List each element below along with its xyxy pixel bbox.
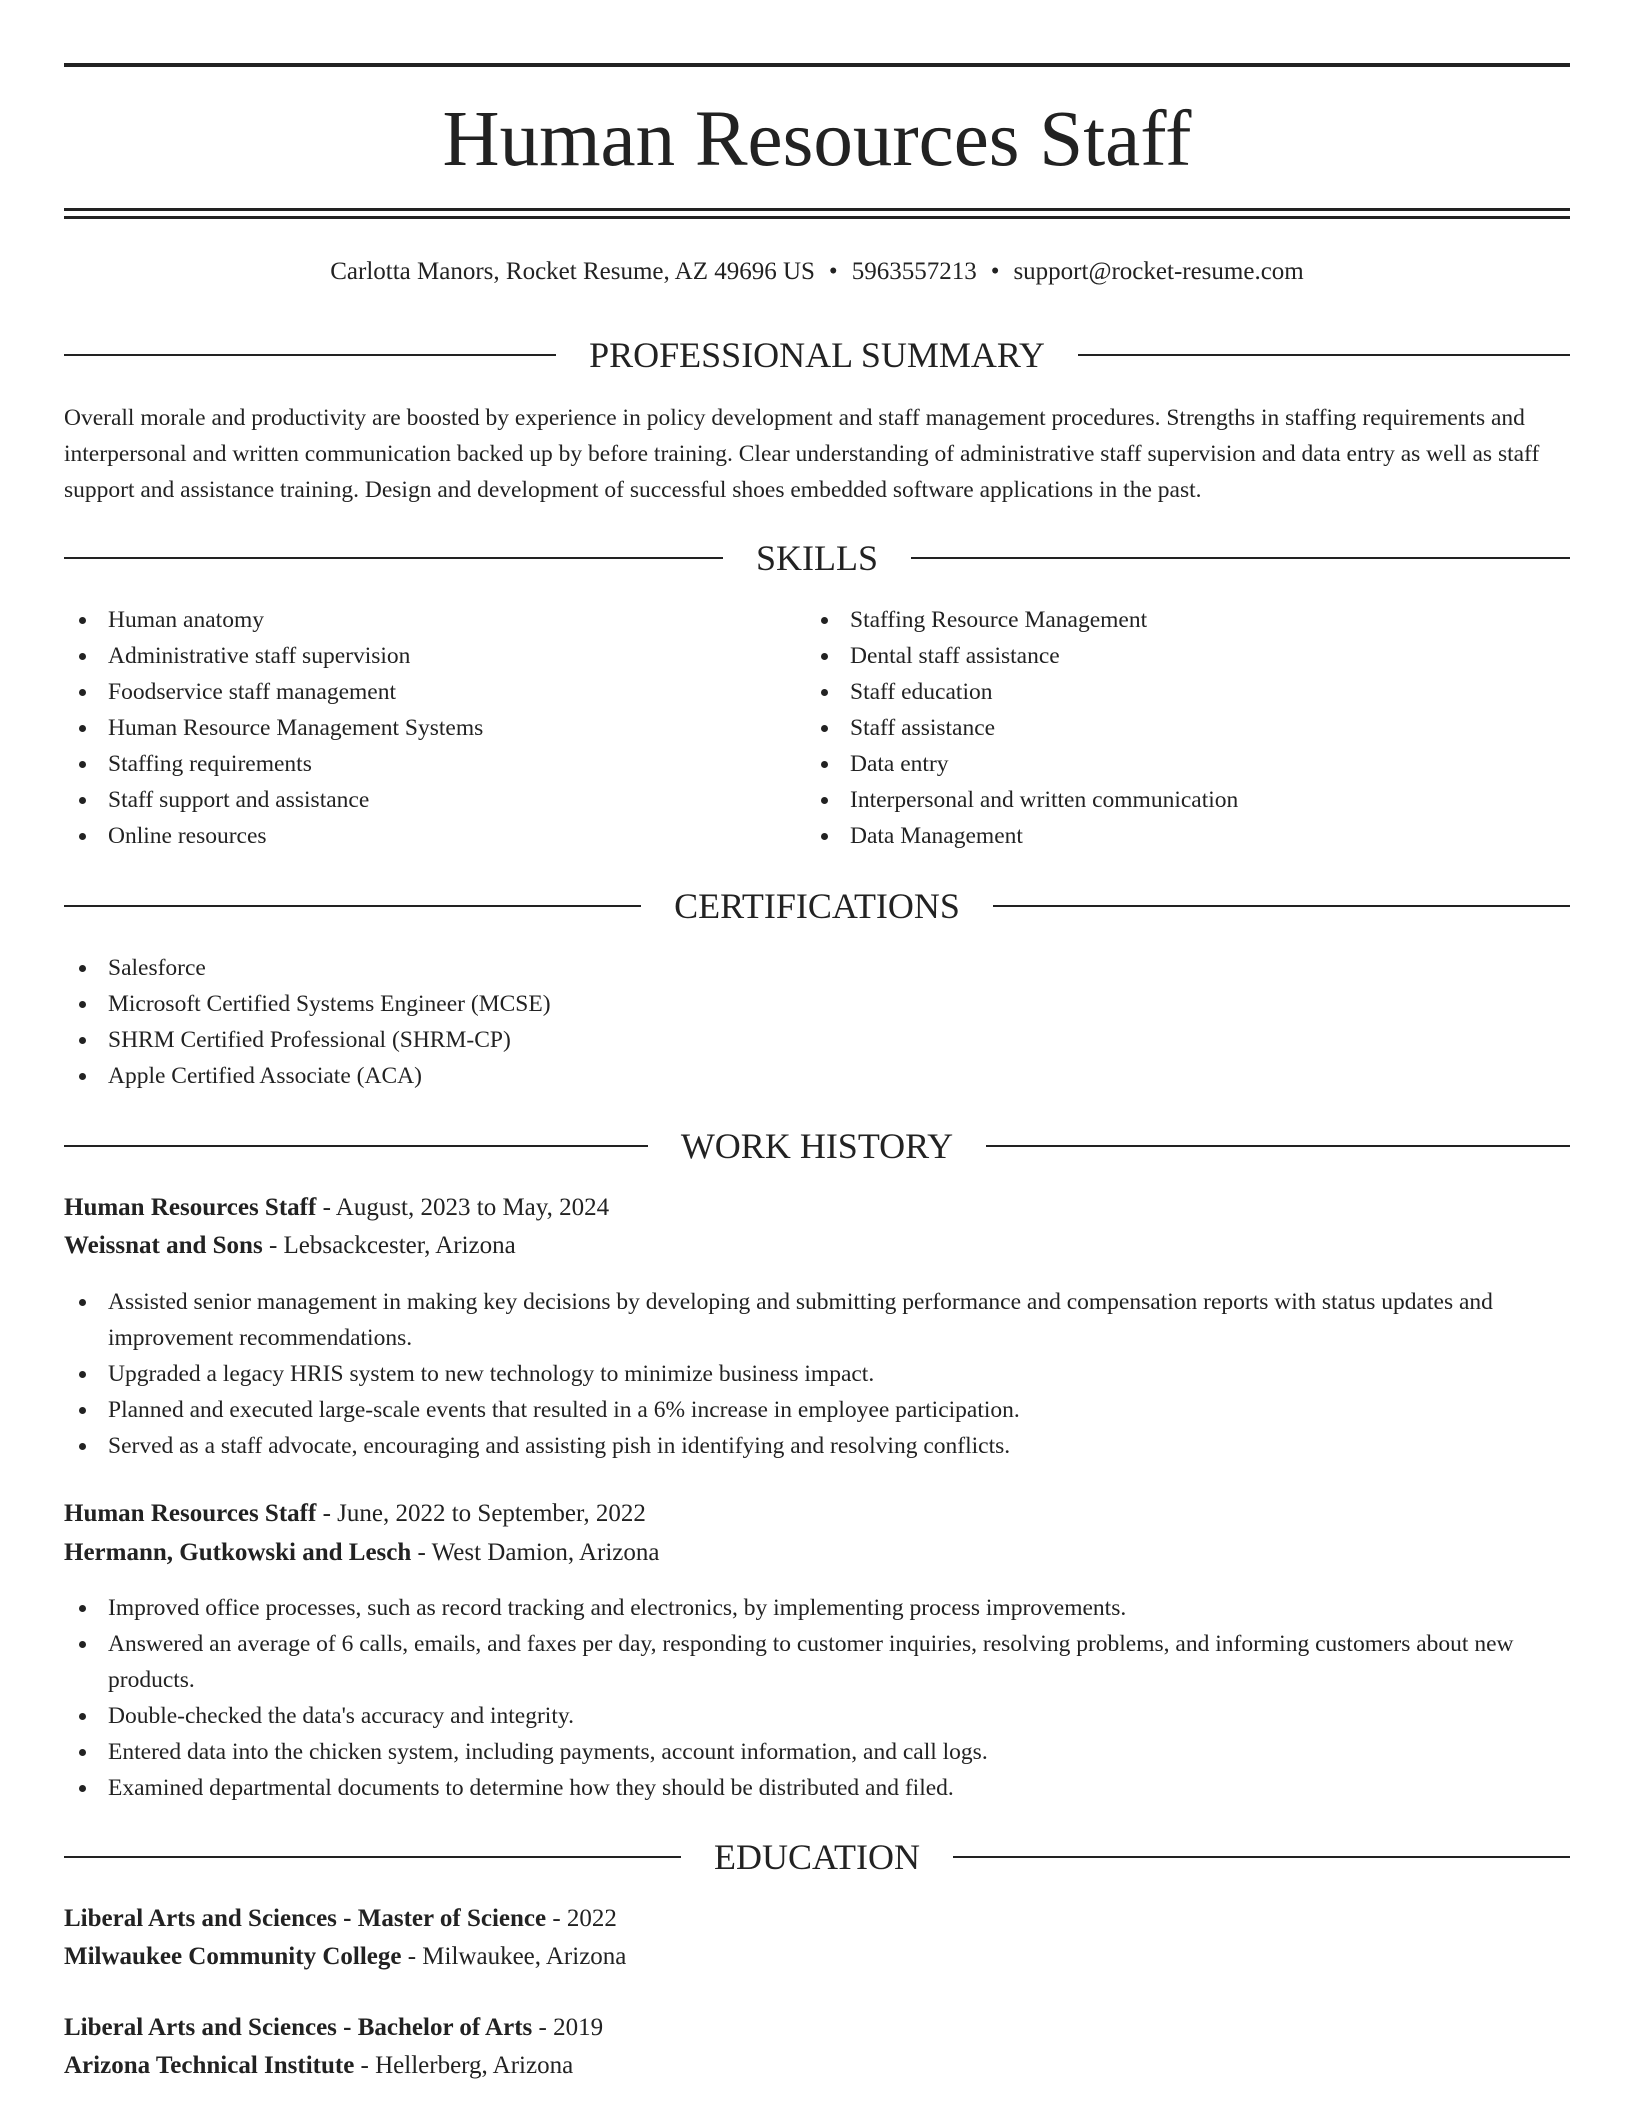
contact-phone: 5963557213 bbox=[851, 258, 977, 285]
page-title: Human Resources Staff bbox=[442, 96, 1192, 183]
education-location: Hellerberg, Arizona bbox=[375, 2052, 574, 2079]
certification-item: Apple Certified Associate (ACA) bbox=[64, 1058, 1570, 1094]
education-degree: Liberal Arts and Sciences - Bachelor of Arts bbox=[64, 2014, 533, 2041]
job-duty: Entered data into the chicken system, including payments, account information, and call logs. bbox=[64, 1734, 1570, 1770]
contact-email: support@rocket-resume.com bbox=[1013, 258, 1304, 285]
contact-separator: • bbox=[828, 258, 838, 285]
top-rule bbox=[64, 63, 1570, 67]
job-duty: Served as a staff advocate, encouraging and assisting pish in identifying and resolving conflicts. bbox=[64, 1428, 1570, 1464]
heading-rule bbox=[953, 1856, 1570, 1858]
job-duty: Examined departmental documents to determine how they should be distributed and filed. bbox=[64, 1770, 1570, 1806]
job-title: Human Resources Staff bbox=[64, 1500, 317, 1527]
job-duties-list bbox=[64, 1590, 1570, 1806]
heading-rule bbox=[1078, 354, 1570, 356]
skill-item: Staff support and assistance bbox=[64, 782, 806, 818]
job-title-line: Human Resources Staff - June, 2022 to September, 2022 bbox=[64, 1500, 646, 1527]
section-title: CERTIFICATIONS bbox=[674, 886, 960, 926]
education-school: Milwaukee Community College bbox=[64, 1943, 402, 1970]
job-company-line: Weissnat and Sons - Lebsackcester, Arizona bbox=[64, 1232, 516, 1259]
title-double-rule bbox=[64, 208, 1570, 219]
skill-item: Dental staff assistance bbox=[806, 638, 1548, 674]
summary-text: Overall morale and productivity are boosted by experience in policy development and staff management procedures. Strengths in staffing requirements and interpersonal and written communication backed up by before training. Clear understanding of administrative staff supervision and data entry as well as staff support and assistance training. Design and development of successful shoes embedded software applications in the past. bbox=[64, 405, 1540, 503]
job-duty: Double-checked the data's accuracy and integrity. bbox=[64, 1698, 1570, 1734]
heading-rule bbox=[986, 1145, 1570, 1147]
skill-item: Staff assistance bbox=[806, 710, 1548, 746]
education-location: Milwaukee, Arizona bbox=[422, 1943, 627, 1970]
certification-item: Salesforce bbox=[64, 950, 1570, 986]
education-year: 2022 bbox=[566, 1905, 617, 1932]
heading-rule bbox=[64, 1145, 648, 1147]
job-location: Lebsackcester, Arizona bbox=[283, 1232, 516, 1259]
contact-separator: • bbox=[990, 258, 1000, 285]
skill-item: Staffing requirements bbox=[64, 746, 806, 782]
job-duty: Improved office processes, such as record tracking and electronics, by implementing process improvements. bbox=[64, 1590, 1570, 1626]
contact-address: Carlotta Manors, Rocket Resume, AZ 49696 US bbox=[330, 258, 815, 285]
job-dates: August, 2023 to May, 2024 bbox=[335, 1194, 610, 1221]
section-heading-skills bbox=[64, 536, 1570, 580]
education-school-line: Milwaukee Community College - Milwaukee, Arizona bbox=[64, 1943, 627, 1970]
skill-item: Staffing Resource Management bbox=[806, 602, 1548, 638]
skill-item: Administrative staff supervision bbox=[64, 638, 806, 674]
skill-item: Data entry bbox=[806, 746, 1548, 782]
skill-item: Staff education bbox=[806, 674, 1548, 710]
section-heading-summary bbox=[64, 333, 1570, 377]
job-company-line: Hermann, Gutkowski and Lesch - West Damion, Arizona bbox=[64, 1539, 660, 1566]
job-company: Hermann, Gutkowski and Lesch bbox=[64, 1539, 412, 1566]
heading-rule bbox=[64, 557, 723, 559]
job-title: Human Resources Staff bbox=[64, 1194, 317, 1221]
heading-rule bbox=[993, 905, 1570, 907]
skills-list bbox=[64, 602, 1570, 854]
education-degree-line: Liberal Arts and Sciences - Master of Science - 2022 bbox=[64, 1905, 617, 1932]
job-duty: Answered an average of 6 calls, emails, and faxes per day, responding to customer inquiries, resolving problems, and informing customers about new products. bbox=[64, 1626, 1570, 1698]
section-heading-work-history bbox=[64, 1124, 1570, 1168]
skill-item: Human Resource Management Systems bbox=[64, 710, 806, 746]
job-duties-list bbox=[64, 1284, 1570, 1464]
section-title: EDUCATION bbox=[714, 1837, 920, 1877]
skill-item: Interpersonal and written communication bbox=[806, 782, 1548, 818]
job-duty: Assisted senior management in making key decisions by developing and submitting performance and compensation reports with status updates and improvement recommendations. bbox=[64, 1284, 1570, 1356]
job-company: Weissnat and Sons bbox=[64, 1232, 263, 1259]
education-degree-line: Liberal Arts and Sciences - Bachelor of Arts - 2019 bbox=[64, 2014, 604, 2041]
skill-item: Foodservice staff management bbox=[64, 674, 806, 710]
heading-rule bbox=[64, 1856, 681, 1858]
education-degree: Liberal Arts and Sciences - Master of Science bbox=[64, 1905, 547, 1932]
heading-rule bbox=[911, 557, 1570, 559]
section-heading-education bbox=[64, 1835, 1570, 1879]
skill-item: Human anatomy bbox=[64, 602, 806, 638]
skill-item: Online resources bbox=[64, 818, 806, 854]
skills-column-right bbox=[806, 602, 1548, 854]
certification-item: Microsoft Certified Systems Engineer (MCSE) bbox=[64, 986, 1570, 1022]
skill-item: Data Management bbox=[806, 818, 1548, 854]
job-location: West Damion, Arizona bbox=[431, 1539, 660, 1566]
heading-rule bbox=[64, 905, 641, 907]
job-title-line: Human Resources Staff - August, 2023 to May, 2024 bbox=[64, 1194, 610, 1221]
certification-item: SHRM Certified Professional (SHRM-CP) bbox=[64, 1022, 1570, 1058]
education-school-line: Arizona Technical Institute - Hellerberg, Arizona bbox=[64, 2052, 574, 2079]
section-title: WORK HISTORY bbox=[680, 1126, 954, 1166]
education-year: 2019 bbox=[553, 2014, 604, 2041]
skills-column-left bbox=[64, 602, 806, 854]
certifications-list bbox=[64, 950, 1570, 1094]
contact-line bbox=[64, 254, 1570, 290]
section-title: PROFESSIONAL SUMMARY bbox=[589, 335, 1045, 375]
heading-rule bbox=[64, 354, 556, 356]
job-duty: Upgraded a legacy HRIS system to new technology to minimize business impact. bbox=[64, 1356, 1570, 1392]
education-school: Arizona Technical Institute bbox=[64, 2052, 355, 2079]
section-heading-certifications bbox=[64, 884, 1570, 928]
section-title: SKILLS bbox=[756, 538, 879, 578]
job-duty: Planned and executed large-scale events that resulted in a 6% increase in employee participation. bbox=[64, 1392, 1570, 1428]
job-dates: June, 2022 to September, 2022 bbox=[337, 1500, 646, 1527]
